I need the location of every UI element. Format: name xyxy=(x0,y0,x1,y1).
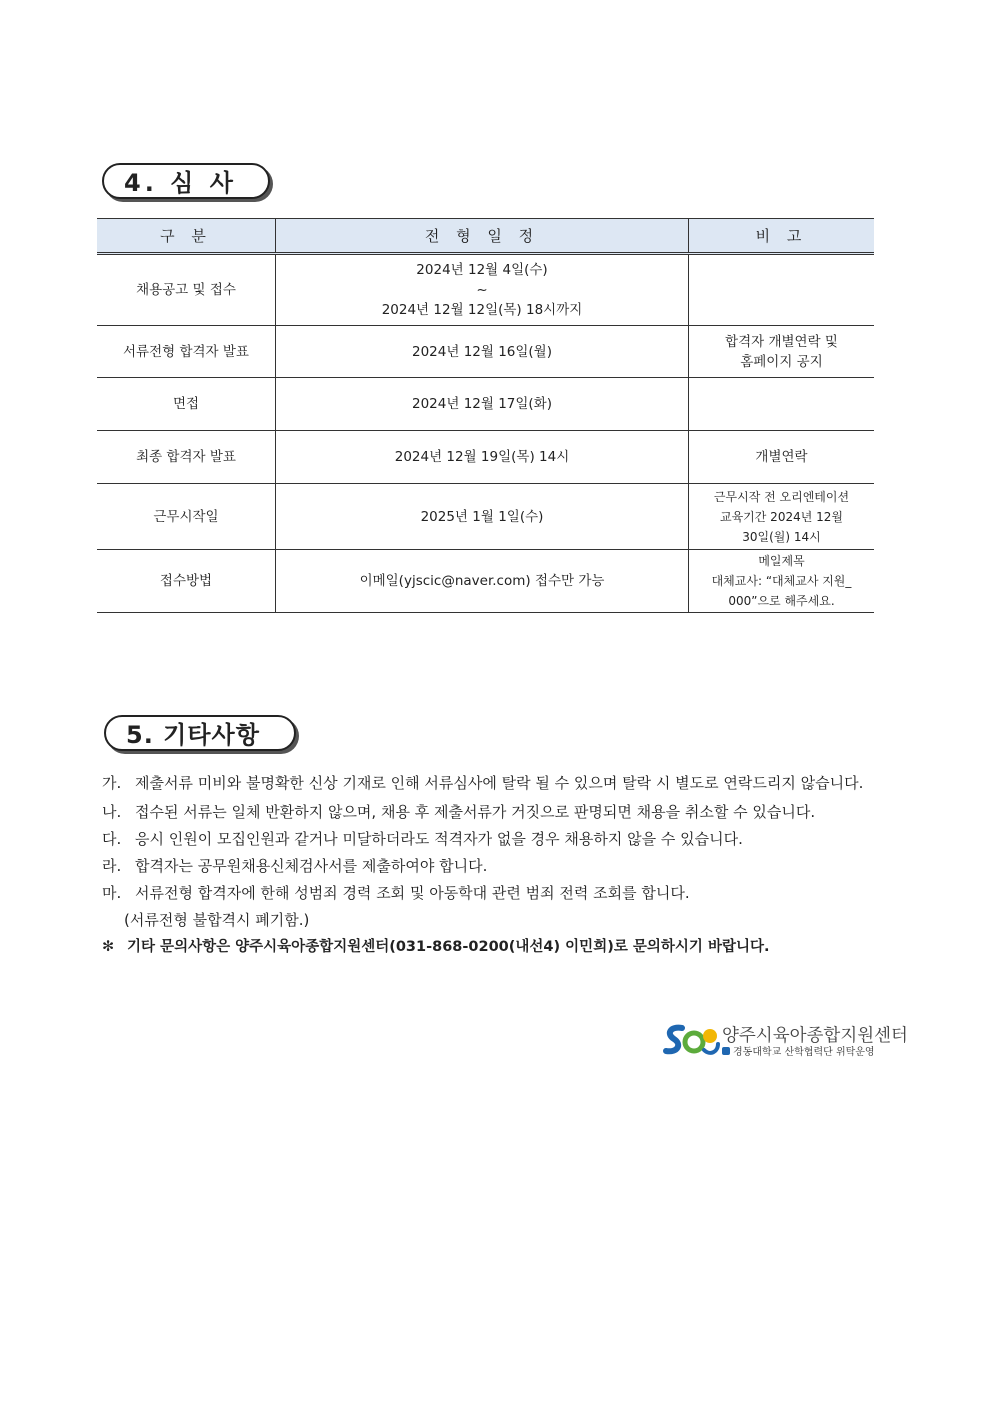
schedule-line: 2024년 12월 12일(목) 18시까지 xyxy=(381,302,583,318)
note-line: 000”으로 해주세요. xyxy=(728,594,835,608)
logo-mark-icon xyxy=(662,1020,720,1060)
schedule-table xyxy=(97,218,874,613)
table-row xyxy=(97,431,874,484)
row-schedule: 2024년 12월 17일(화) xyxy=(276,378,689,431)
note-line: 합격자 개별연락 및 xyxy=(725,333,838,350)
item-marker: 나. xyxy=(102,803,122,821)
table-header-row xyxy=(97,219,874,254)
center-logo xyxy=(662,1020,908,1060)
row-category: 최종 합격자 발표 xyxy=(97,431,276,484)
note-line: 홈페이지 공지 xyxy=(740,353,823,370)
item-text: 제출서류 미비와 불명확한 신상 기재로 인해 서류심사에 탈락 될 수 있으며 탈락 시 별도로 연락드리지 않습니다. xyxy=(135,774,864,792)
row-schedule: 2024년 12월 19일(목) 14시 xyxy=(276,431,689,484)
row-schedule: 2025년 1월 1일(수) xyxy=(276,484,689,550)
row-note xyxy=(689,254,875,326)
table-row xyxy=(97,378,874,431)
list-item xyxy=(102,880,902,907)
list-item xyxy=(102,826,902,853)
table-row xyxy=(97,326,874,378)
item-text: 합격자는 공무원채용신체검사서를 제출하여야 합니다. xyxy=(135,857,488,875)
row-category: 채용공고 및 접수 xyxy=(97,254,276,326)
logo-subtitle xyxy=(722,1043,875,1058)
contact-text: 기타 문의사항은 양주시육아종합지원센터(031-868-0200(내선4) 이민희)로 문의하시기 바랍니다. xyxy=(127,939,770,955)
item-text: 응시 인원이 모집인원과 같거나 미달하더라도 적격자가 없을 경우 채용하지 않을 수 있습니다. xyxy=(135,830,743,848)
row-schedule: 2024년 12월 16일(월) xyxy=(276,326,689,378)
row-note: 개별연락 xyxy=(689,431,875,484)
table-row xyxy=(97,550,874,613)
note-line: 메일제목 xyxy=(758,554,805,568)
university-emblem-icon xyxy=(722,1047,730,1055)
note-line: 30일(월) 14시 xyxy=(742,529,821,544)
row-category: 서류전형 합격자 발표 xyxy=(97,326,276,378)
row-schedule: 이메일(yjscic@naver.com) 접수만 가능 xyxy=(276,550,689,613)
section-5-title: 5. 기타사항 xyxy=(104,715,296,751)
list-item xyxy=(102,853,902,880)
item-marker: 라. xyxy=(102,857,122,875)
header-category: 구 분 xyxy=(97,219,276,254)
row-schedule xyxy=(276,254,689,326)
row-note xyxy=(689,378,875,431)
logo-subtitle-text: 경동대학교 산학협력단 위탁운영 xyxy=(733,1047,875,1058)
item-marker: 마. xyxy=(102,884,122,902)
header-schedule: 전 형 일 정 xyxy=(276,219,689,254)
row-note xyxy=(689,326,875,378)
row-note xyxy=(689,484,875,550)
asterisk-icon: ✻ xyxy=(102,939,115,955)
item-marker: 가. xyxy=(102,774,122,792)
table-row xyxy=(97,254,874,326)
list-item xyxy=(102,799,902,826)
row-category: 접수방법 xyxy=(97,550,276,613)
schedule-line: 2024년 12월 4일(수) xyxy=(416,262,548,278)
row-category: 근무시작일 xyxy=(97,484,276,550)
note-line: 근무시작 전 오리엔테이션 xyxy=(713,489,850,504)
note-line: 교육기간 2024년 12월 xyxy=(720,509,843,524)
row-category: 면접 xyxy=(97,378,276,431)
notes-list xyxy=(102,770,902,960)
schedule-line: ~ xyxy=(476,282,488,298)
item-marker: 다. xyxy=(102,830,122,848)
note-line: 대체교사: “대체교사 지원_ xyxy=(711,574,852,588)
row-note xyxy=(689,550,875,613)
contact-note xyxy=(102,934,902,960)
item-text: 서류전형 합격자에 한해 성범죄 경력 조회 및 아동학대 관련 범죄 전력 조회를 합니다. xyxy=(135,884,690,902)
table-row xyxy=(97,484,874,550)
item-text: 접수된 서류는 일체 반환하지 않으며, 채용 후 제출서류가 거짓으로 판명되면 채용을 취소할 수 있습니다. xyxy=(135,803,816,821)
sub-note: (서류전형 불합격시 폐기함.) xyxy=(124,911,310,929)
logo-title: 양주시육아종합지원센터 xyxy=(722,1026,908,1046)
header-note: 비 고 xyxy=(689,219,875,254)
section-4-title: 4. 심 사 xyxy=(102,163,270,199)
list-item xyxy=(102,770,902,797)
